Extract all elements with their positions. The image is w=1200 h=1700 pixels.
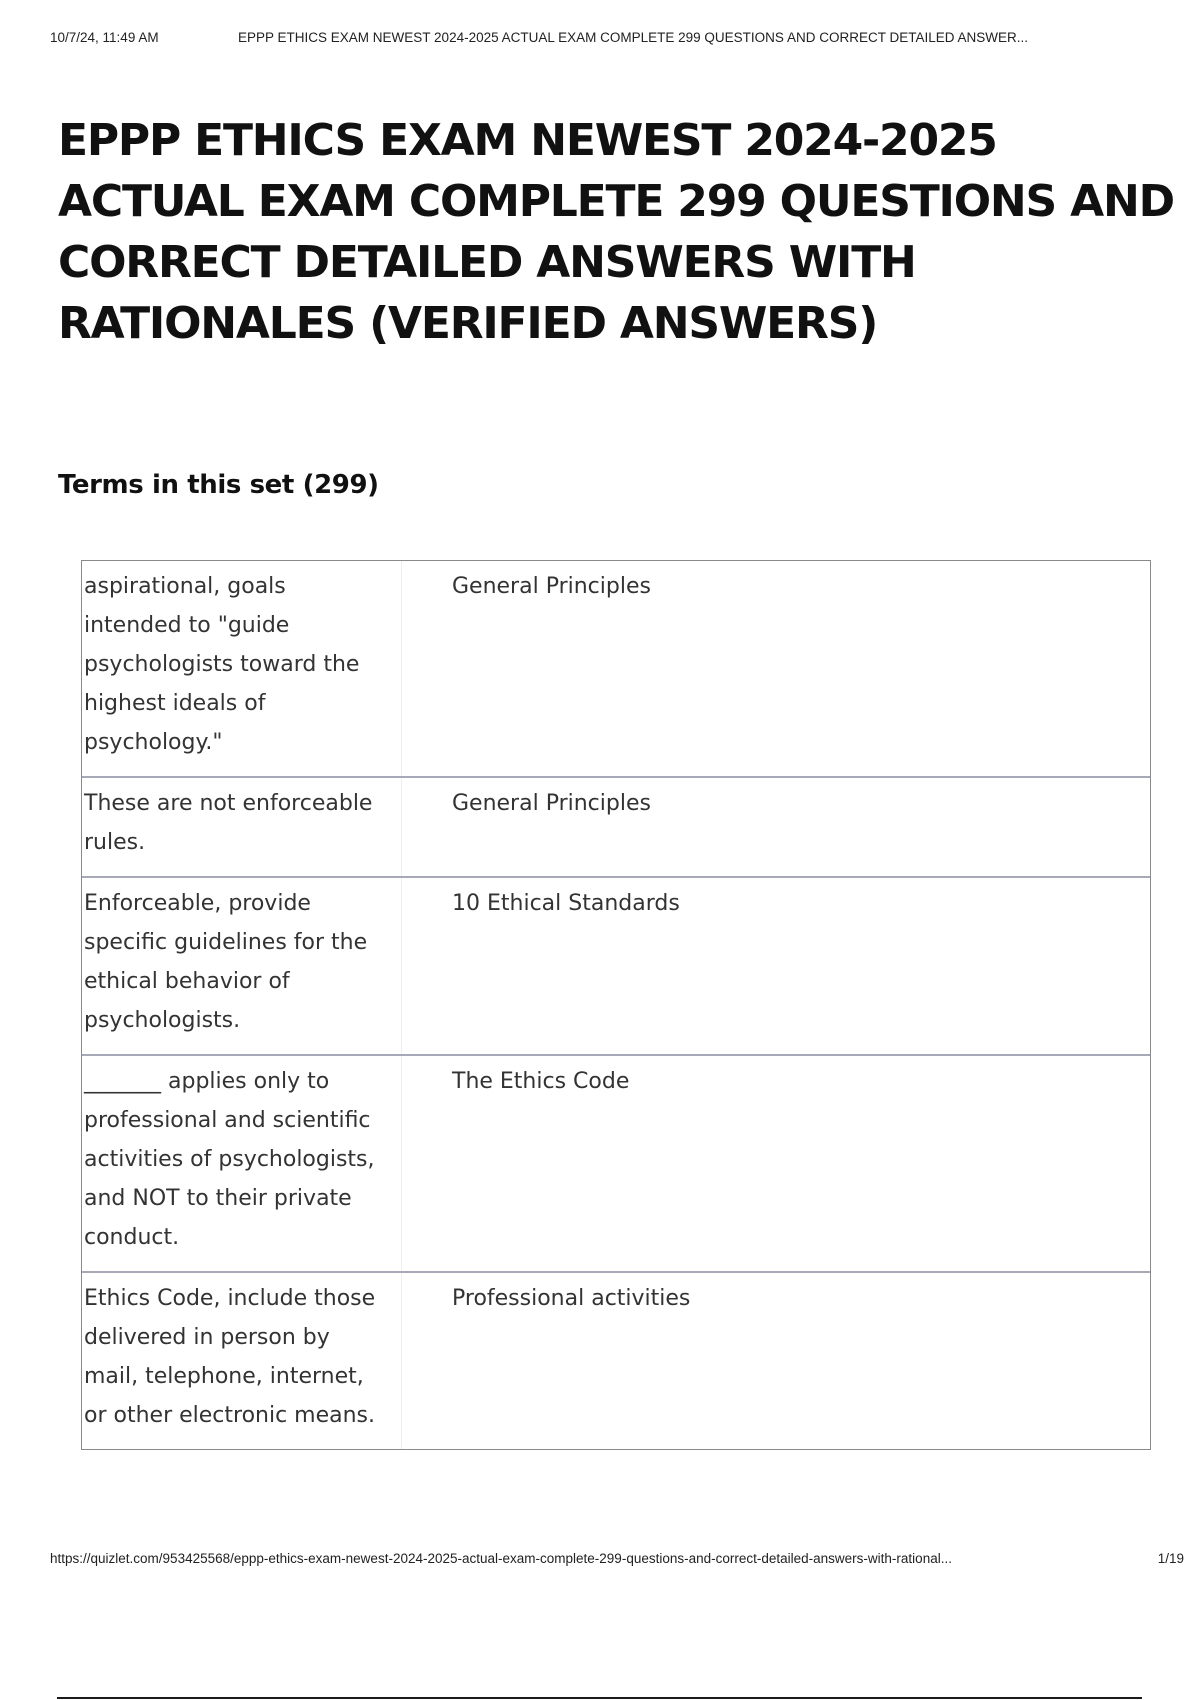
definition-text: General Principles bbox=[452, 574, 651, 599]
term-text: Ethics Code, include those delivered in person by mail, telephone, internet, or other electronic means. bbox=[82, 1273, 402, 1449]
term-row bbox=[82, 1271, 1150, 1449]
term-text: Enforceable, provide specific guidelines for the ethical behavior of psychologists. bbox=[82, 878, 402, 1054]
term-row bbox=[82, 561, 1150, 776]
term-row bbox=[82, 1054, 1150, 1271]
definition-text: 10 Ethical Standards bbox=[452, 891, 680, 916]
definition-text: Professional activities bbox=[452, 1286, 691, 1311]
print-doc-title: EPPP ETHICS EXAM NEWEST 2024-2025 ACTUAL EXAM COMPLETE 299 QUESTIONS AND CORRECT DETAILED ANSWER... bbox=[238, 30, 1028, 45]
term-text: aspirational, goals intended to "guide psychologists toward the highest ideals of psychology." bbox=[82, 561, 402, 776]
print-datetime: 10/7/24, 11:49 AM bbox=[50, 30, 159, 45]
page-title: EPPP ETHICS EXAM NEWEST 2024-2025 ACTUAL EXAM COMPLETE 299 QUESTIONS AND CORRECT DETAILED ANSWERS WITH RATIONALES (VERIFIED ANSWERS) bbox=[58, 115, 1174, 349]
print-footer bbox=[50, 1551, 1184, 1571]
term-text: These are not enforceable rules. bbox=[82, 778, 402, 876]
page-divider bbox=[57, 1697, 1142, 1699]
definition-text: The Ethics Code bbox=[452, 1069, 630, 1094]
page-number: 1/19 bbox=[1157, 1551, 1184, 1566]
term-row bbox=[82, 876, 1150, 1054]
term-text: _______ applies only to professional and scientific activities of psychologists, and NOT to their private conduct. bbox=[82, 1056, 402, 1271]
terms-heading: Terms in this set (299) bbox=[58, 470, 379, 500]
terms-table bbox=[81, 560, 1151, 1450]
print-header bbox=[50, 30, 1184, 50]
definition-text: General Principles bbox=[452, 791, 651, 816]
term-row bbox=[82, 776, 1150, 876]
page-url: https://quizlet.com/953425568/eppp-ethics-exam-newest-2024-2025-actual-exam-complete-299-questions-and-correct-detailed-answers-with-rational... bbox=[50, 1551, 952, 1566]
